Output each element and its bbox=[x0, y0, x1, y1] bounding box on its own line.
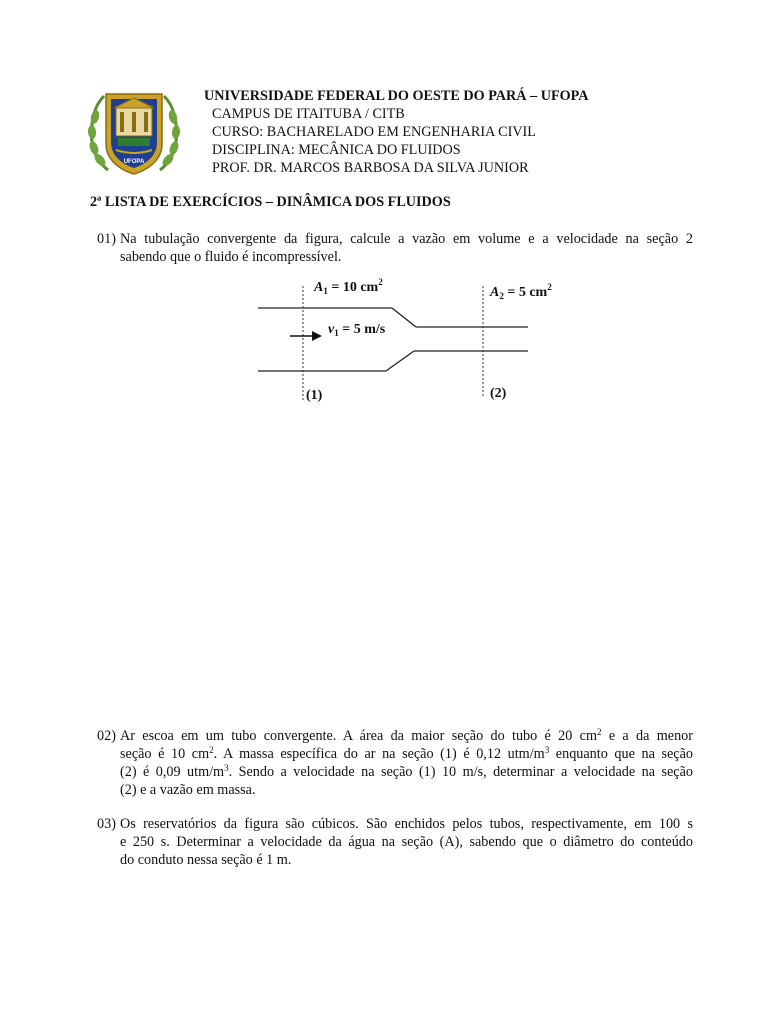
question-line: Ar escoa em um tubo convergente. A área da maior seção do tubo é 20 $cm^2$ e a da menor bbox=[120, 727, 693, 744]
velocity-1-label: $v_1 = 5$ m/s bbox=[328, 322, 386, 338]
question-line: do conduto nessa seção é 1 m. bbox=[120, 852, 292, 868]
question-text bbox=[120, 815, 693, 869]
pipe-bottom-taper bbox=[386, 351, 414, 371]
section-2-label: (2) bbox=[490, 386, 507, 401]
discipline-name: DISCIPLINA: MECÂNICA DO FLUIDOS bbox=[212, 142, 461, 158]
professor-name: PROF. DR. MARCOS BARBOSA DA SILVA JUNIOR bbox=[212, 160, 529, 176]
question-line: Os reservatórios da figura são cúbicos. São enchidos pelos tubos, respectivamente, em 100 s bbox=[120, 816, 693, 832]
area-2-label: $A_2 = 5$ $cm^2$ bbox=[490, 282, 552, 301]
laurel-left bbox=[87, 96, 108, 170]
logo-caption: UFOPA bbox=[123, 159, 145, 165]
area-1-label: $A_1 = 10$ $cm^2$ bbox=[314, 277, 383, 296]
question-number: 03) bbox=[97, 816, 116, 832]
question-line: (2) e a vazão em massa. bbox=[120, 782, 256, 798]
university-name: UNIVERSIDADE FEDERAL DO OESTE DO PARÁ – UFOPA bbox=[204, 88, 589, 104]
list-title: 2ª LISTA DE EXERCÍCIOS – DINÂMICA DOS FLUIDOS bbox=[90, 194, 451, 210]
question-3 bbox=[97, 815, 697, 869]
pipe-top-taper bbox=[392, 308, 416, 327]
flow-arrow-head bbox=[312, 331, 322, 341]
question-line: e 250 s. Determinar a velocidade da água na seção (A), sabendo que o diâmetro do conteúdo bbox=[120, 834, 693, 850]
question-number: 01) bbox=[97, 231, 116, 247]
laurel-right bbox=[160, 96, 181, 170]
question-line: seção é 10 $cm^2$. A massa específica do ar na seção (1) é 0,12 utm/$m^3$ enquanto que na seção bbox=[120, 745, 693, 762]
convergent-pipe-figure bbox=[254, 272, 564, 406]
ufopa-logo bbox=[86, 84, 182, 176]
section-1-label: (1) bbox=[306, 388, 323, 403]
question-text bbox=[120, 230, 693, 266]
question-1 bbox=[97, 230, 697, 266]
question-text bbox=[120, 727, 693, 799]
campus-name: CAMPUS DE ITAITUBA / CITB bbox=[212, 106, 405, 122]
question-line: sabendo que o fluido é incompressível. bbox=[120, 249, 342, 265]
question-2 bbox=[97, 727, 697, 799]
course-name: CURSO: BACHARELADO EM ENGENHARIA CIVIL bbox=[212, 124, 536, 140]
question-line: (2) é 0,09 utm/$m^3$. Sendo a velocidade na seção (1) 10 m/s, determinar a velocidade na seção bbox=[120, 763, 693, 780]
question-line: Na tubulação convergente da figura, calcule a vazão em volume e a velocidade na seção 2 bbox=[120, 231, 693, 247]
question-number: 02) bbox=[97, 728, 116, 744]
